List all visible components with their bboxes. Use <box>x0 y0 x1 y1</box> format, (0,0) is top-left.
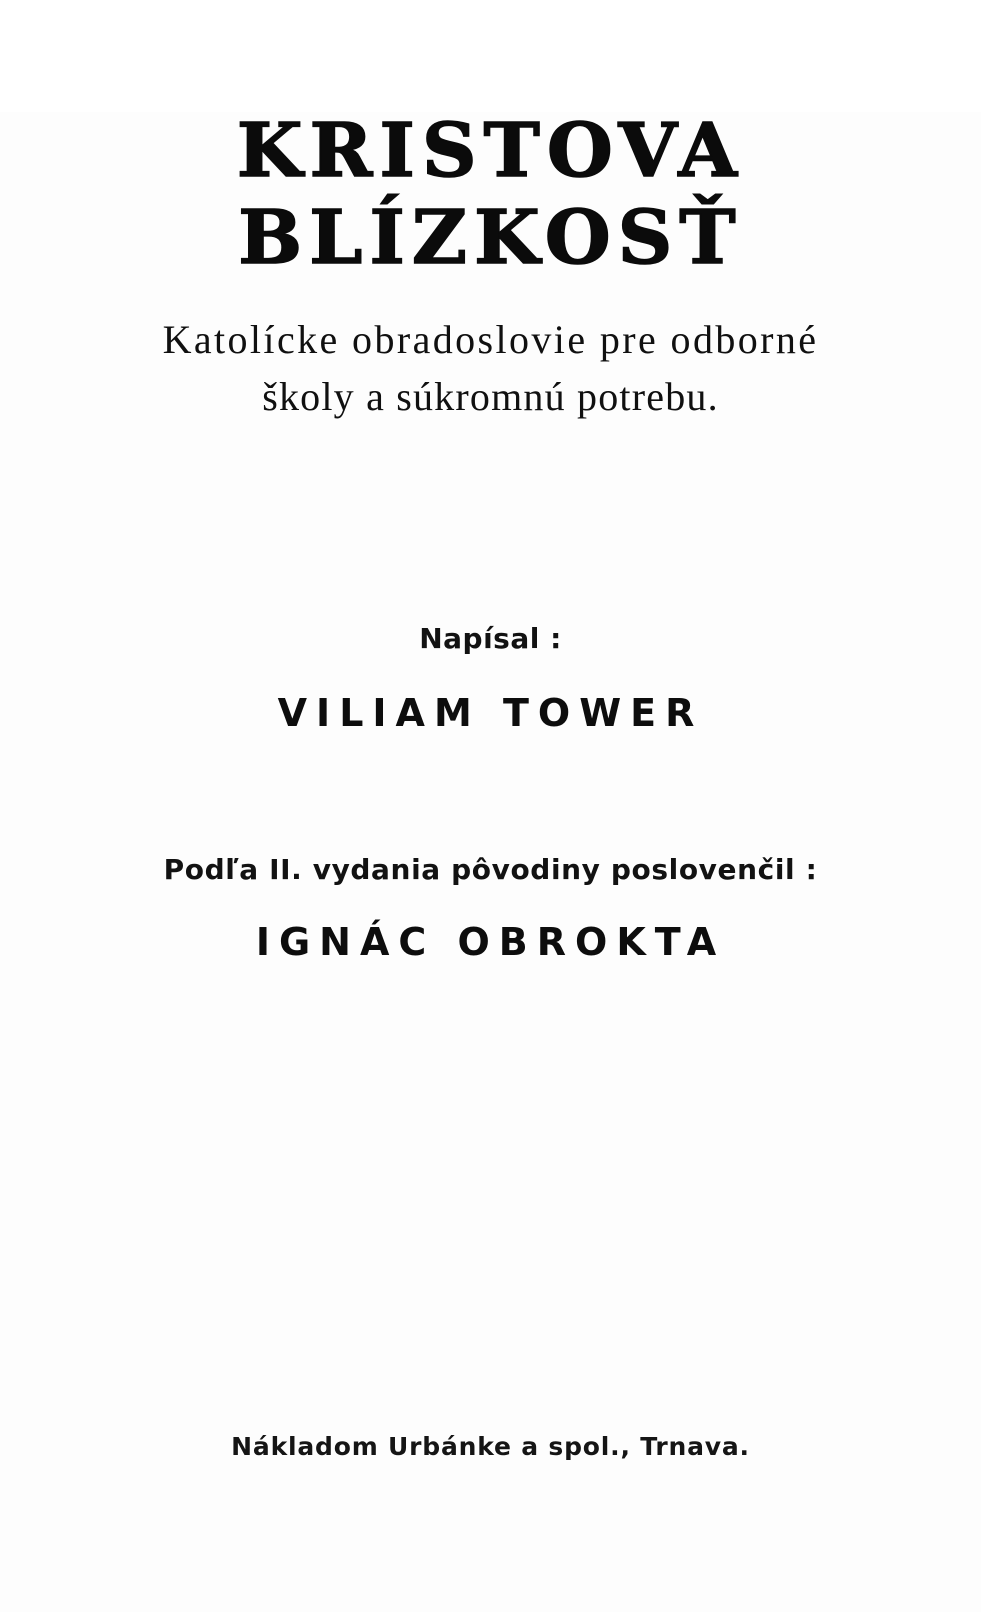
book-title-line-2: BLÍZKOSŤ <box>238 195 743 282</box>
author-section <box>60 622 921 735</box>
translator-label: Podľa II. vydania pôvodiny poslovenčil : <box>163 852 818 886</box>
publisher-imprint: Nákladom Urbánke a spol., Trnava. <box>231 1432 750 1461</box>
book-title <box>60 108 921 282</box>
translator-section <box>60 853 921 964</box>
book-title-line-1: KRISTOVA <box>236 108 745 194</box>
author-name: VILIAM TOWER <box>277 690 704 735</box>
author-label: Napísal : <box>419 621 562 655</box>
book-subtitle-line-2: školy a súkromnú potrebu. <box>262 374 719 420</box>
book-subtitle-line-1: Katolícke obradoslovie pre odborné <box>162 317 819 363</box>
title-page <box>0 108 981 1612</box>
book-subtitle <box>60 312 921 426</box>
translator-name: IGNÁC OBROKTA <box>255 919 726 964</box>
